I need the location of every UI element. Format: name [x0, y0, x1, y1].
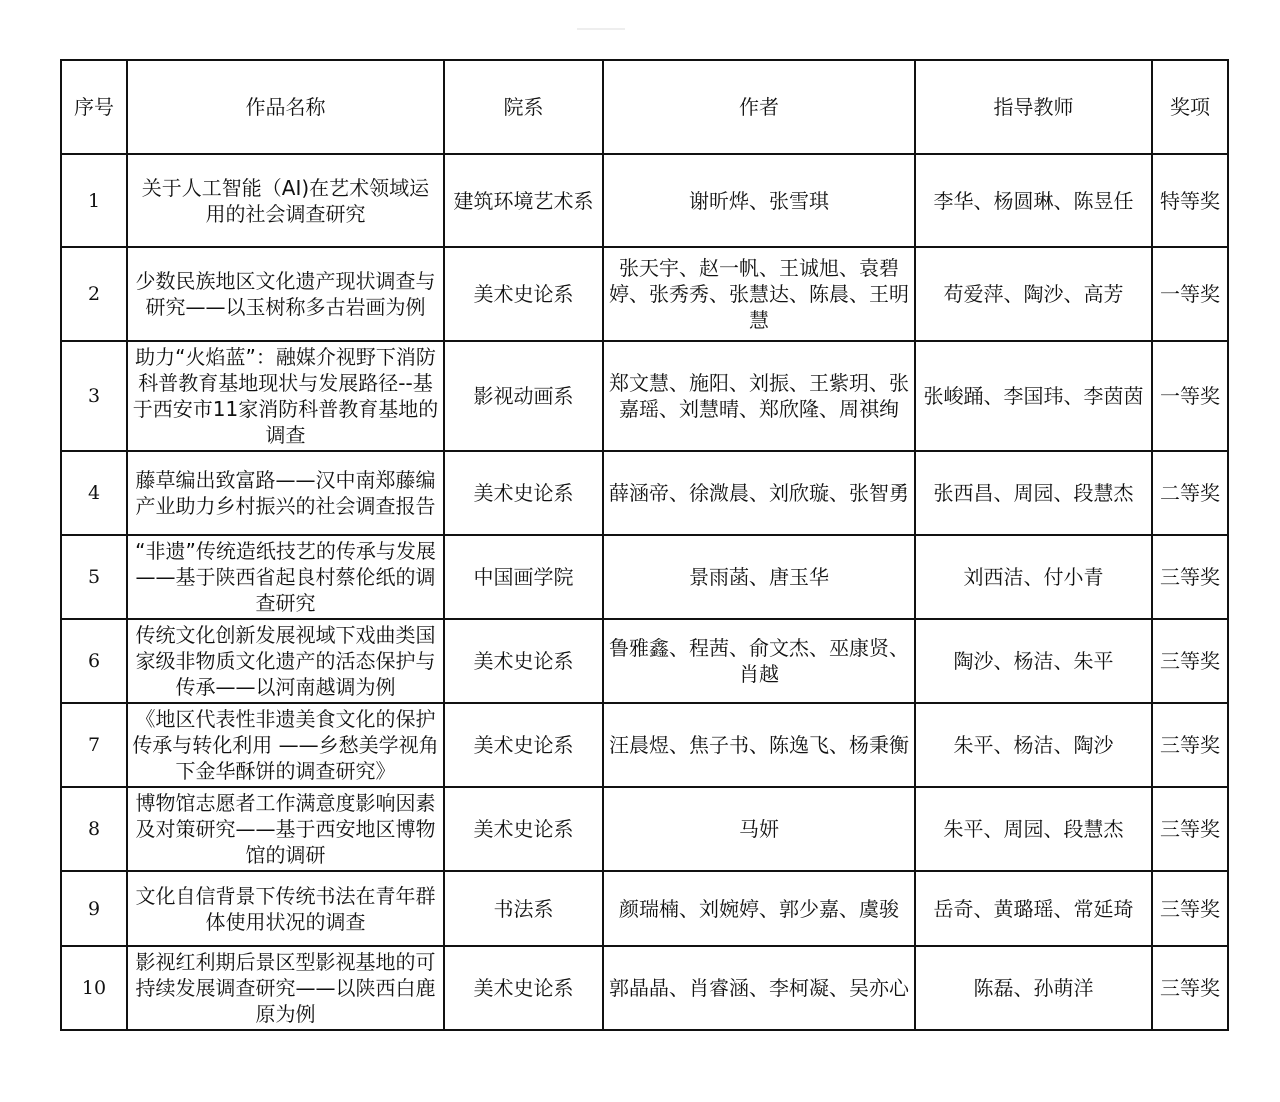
cell-index: 8	[61, 787, 127, 871]
header-index: 序号	[61, 60, 127, 154]
cell-title: 文化自信背景下传统书法在青年群体使用状况的调查	[127, 871, 444, 946]
cell-title: 关于人工智能（AI)在艺术领域运用的社会调查研究	[127, 154, 444, 247]
cell-advisors: 陈磊、孙萌洋	[915, 946, 1152, 1030]
cell-dept: 美术史论系	[444, 703, 603, 787]
cell-index: 2	[61, 247, 127, 341]
cell-award: 一等奖	[1152, 341, 1228, 451]
cell-title: 《地区代表性非遗美食文化的保护传承与转化利用 ——乡愁美学视角下金华酥饼的调查研究》	[127, 703, 444, 787]
table-body	[61, 154, 1228, 1030]
table-row	[61, 787, 1228, 871]
table-row	[61, 703, 1228, 787]
cell-index: 10	[61, 946, 127, 1030]
cell-dept: 美术史论系	[444, 619, 603, 703]
table-row	[61, 154, 1228, 247]
header-advisors: 指导教师	[915, 60, 1152, 154]
cell-index: 5	[61, 535, 127, 619]
cell-authors: 马妍	[603, 787, 915, 871]
cell-authors: 颜瑞楠、刘婉婷、郭少嘉、虞骏	[603, 871, 915, 946]
header-row	[61, 60, 1228, 154]
cell-title: 博物馆志愿者工作满意度影响因素及对策研究——基于西安地区博物馆的调研	[127, 787, 444, 871]
table-row	[61, 535, 1228, 619]
cell-advisors: 朱平、周园、段慧杰	[915, 787, 1152, 871]
cell-dept: 美术史论系	[444, 247, 603, 341]
cell-index: 9	[61, 871, 127, 946]
cell-index: 7	[61, 703, 127, 787]
cell-advisors: 岳奇、黄璐瑶、常延琦	[915, 871, 1152, 946]
cell-authors: 郭晶晶、肖睿涵、李柯凝、吴亦心	[603, 946, 915, 1030]
cell-award: 三等奖	[1152, 703, 1228, 787]
cell-award: 一等奖	[1152, 247, 1228, 341]
cell-dept: 建筑环境艺术系	[444, 154, 603, 247]
cell-award: 二等奖	[1152, 451, 1228, 535]
cell-dept: 美术史论系	[444, 946, 603, 1030]
cell-advisors: 张峻踊、李国玮、李茵茵	[915, 341, 1152, 451]
header-award: 奖项	[1152, 60, 1228, 154]
cell-title: 传统文化创新发展视域下戏曲类国家级非物质文化遗产的活态保护与传承——以河南越调为例	[127, 619, 444, 703]
cell-advisors: 张西昌、周园、段慧杰	[915, 451, 1152, 535]
cell-title: 少数民族地区文化遗产现状调查与研究——以玉树称多古岩画为例	[127, 247, 444, 341]
cell-index: 3	[61, 341, 127, 451]
table-row	[61, 451, 1228, 535]
header-dept: 院系	[444, 60, 603, 154]
cell-title: “非遗”传统造纸技艺的传承与发展——基于陕西省起良村蔡伦纸的调查研究	[127, 535, 444, 619]
cell-authors: 景雨菡、唐玉华	[603, 535, 915, 619]
cell-award: 三等奖	[1152, 619, 1228, 703]
cell-dept: 美术史论系	[444, 451, 603, 535]
cell-advisors: 陶沙、杨洁、朱平	[915, 619, 1152, 703]
cell-advisors: 刘西洁、付小青	[915, 535, 1152, 619]
cell-award: 特等奖	[1152, 154, 1228, 247]
cell-index: 1	[61, 154, 127, 247]
cell-title: 影视红利期后景区型影视基地的可持续发展调查研究——以陕西白鹿原为例	[127, 946, 444, 1030]
cell-index: 6	[61, 619, 127, 703]
header-title: 作品名称	[127, 60, 444, 154]
cell-authors: 谢昕烨、张雪琪	[603, 154, 915, 247]
cell-dept: 影视动画系	[444, 341, 603, 451]
cell-dept: 书法系	[444, 871, 603, 946]
table-row	[61, 247, 1228, 341]
header-authors: 作者	[603, 60, 915, 154]
cell-title: 藤草编出致富路——汉中南郑藤编产业助力乡村振兴的社会调查报告	[127, 451, 444, 535]
cell-dept: 中国画学院	[444, 535, 603, 619]
cell-authors: 汪晨煜、焦子书、陈逸飞、杨秉衡	[603, 703, 915, 787]
cell-title: 助力“火焰蓝”：融媒介视野下消防科普教育基地现状与发展路径--基于西安市11家消防科普教育基地的调查	[127, 341, 444, 451]
cell-authors: 张天宇、赵一帆、王诚旭、袁碧婷、张秀秀、张慧达、陈晨、王明慧	[603, 247, 915, 341]
cell-index: 4	[61, 451, 127, 535]
cell-award: 三等奖	[1152, 871, 1228, 946]
cell-advisors: 朱平、杨洁、陶沙	[915, 703, 1152, 787]
cell-award: 三等奖	[1152, 946, 1228, 1030]
table-row	[61, 619, 1228, 703]
table-row	[61, 341, 1228, 451]
cell-authors: 薛涵帝、徐溦晨、刘欣璇、张智勇	[603, 451, 915, 535]
cell-advisors: 苟爱萍、陶沙、高芳	[915, 247, 1152, 341]
top-mark	[577, 28, 625, 30]
table-row	[61, 946, 1228, 1030]
cell-award: 三等奖	[1152, 787, 1228, 871]
cell-authors: 郑文慧、施阳、刘振、王紫玥、张嘉瑶、刘慧晴、郑欣隆、周祺绚	[603, 341, 915, 451]
cell-advisors: 李华、杨圆琳、陈昱任	[915, 154, 1152, 247]
table-row	[61, 871, 1228, 946]
cell-award: 三等奖	[1152, 535, 1228, 619]
cell-dept: 美术史论系	[444, 787, 603, 871]
cell-authors: 鲁雅鑫、程茜、俞文杰、巫康贤、肖越	[603, 619, 915, 703]
award-table	[60, 59, 1229, 1031]
